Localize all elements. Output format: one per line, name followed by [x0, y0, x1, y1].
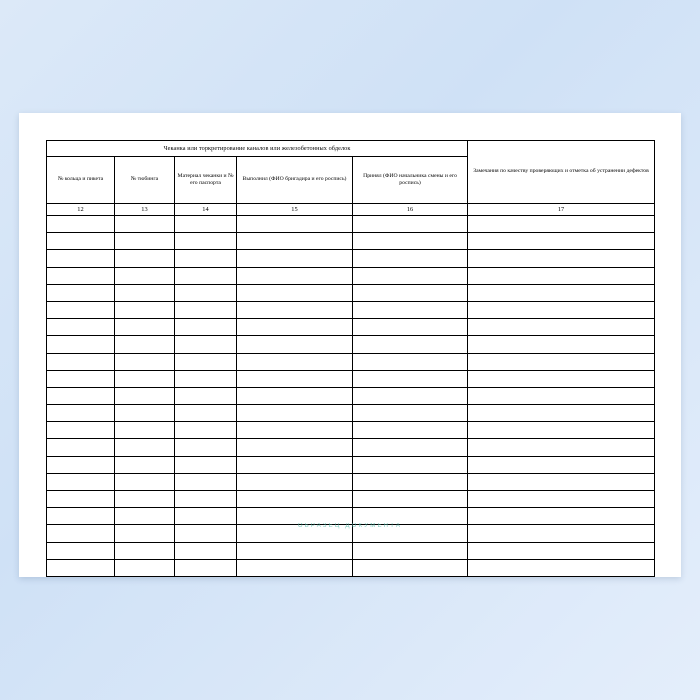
table-cell[interactable] — [353, 473, 468, 490]
table-cell[interactable] — [468, 508, 655, 525]
table-cell[interactable] — [353, 216, 468, 233]
table-cell[interactable] — [237, 284, 353, 301]
table-cell[interactable] — [468, 233, 655, 250]
table-cell[interactable] — [468, 387, 655, 404]
table-cell[interactable] — [237, 422, 353, 439]
table-cell[interactable] — [115, 336, 175, 353]
column-header-performer — [237, 157, 353, 204]
table-cell[interactable] — [47, 284, 115, 301]
table-cell[interactable] — [115, 542, 175, 559]
table-cell[interactable] — [47, 473, 115, 490]
table-cell[interactable] — [468, 319, 655, 336]
table-cell[interactable] — [47, 456, 115, 473]
table-cell[interactable] — [115, 456, 175, 473]
table-row[interactable] — [47, 301, 655, 318]
table-row[interactable] — [47, 491, 655, 508]
column-header-acceptor-label: Принял (ФИО начальника смены и его роспись) — [363, 172, 457, 186]
table-cell[interactable] — [175, 216, 237, 233]
table-cell[interactable] — [175, 284, 237, 301]
table-cell[interactable] — [353, 301, 468, 318]
table-cell[interactable] — [237, 301, 353, 318]
table-cell[interactable] — [175, 439, 237, 456]
column-number-14: 14 — [175, 204, 237, 216]
table-cell[interactable] — [115, 439, 175, 456]
table-cell[interactable] — [175, 525, 237, 542]
column-header-tubing-label: № тюбинга — [130, 176, 159, 183]
table-cell[interactable] — [47, 336, 115, 353]
table-cell[interactable] — [353, 250, 468, 267]
table-cell[interactable] — [47, 422, 115, 439]
table-cell[interactable] — [237, 456, 353, 473]
table-cell[interactable] — [237, 559, 353, 576]
table-cell[interactable] — [353, 439, 468, 456]
table-cell[interactable] — [175, 319, 237, 336]
table-cell[interactable] — [47, 542, 115, 559]
column-number-15: 15 — [237, 204, 353, 216]
table-cell[interactable] — [237, 491, 353, 508]
table-cell[interactable] — [47, 387, 115, 404]
table-row[interactable] — [47, 525, 655, 542]
table-row[interactable] — [47, 233, 655, 250]
table-row[interactable] — [47, 370, 655, 387]
column-number-13: 13 — [115, 204, 175, 216]
table-cell[interactable] — [47, 267, 115, 284]
table-cell[interactable] — [175, 456, 237, 473]
table-cell[interactable] — [237, 336, 353, 353]
table-cell[interactable] — [237, 387, 353, 404]
table-cell[interactable] — [353, 233, 468, 250]
table-row[interactable] — [47, 336, 655, 353]
table-cell[interactable] — [468, 559, 655, 576]
table-row[interactable] — [47, 284, 655, 301]
column-header-tubing — [115, 157, 175, 204]
table-cell[interactable] — [175, 353, 237, 370]
table-cell[interactable] — [47, 319, 115, 336]
table-cell[interactable] — [353, 508, 468, 525]
table-cell[interactable] — [468, 439, 655, 456]
table-cell[interactable] — [468, 405, 655, 422]
document-paper — [19, 113, 681, 577]
group-header-cell: Чеканка или торкретирование каналов или железобетонных обделок — [47, 141, 468, 157]
table-cell[interactable] — [237, 525, 353, 542]
column-number-17: 17 — [468, 204, 655, 216]
table-cell[interactable] — [175, 405, 237, 422]
column-number-16: 16 — [353, 204, 468, 216]
table-cell[interactable] — [237, 439, 353, 456]
table-cell[interactable] — [353, 542, 468, 559]
table-cell[interactable] — [353, 370, 468, 387]
table-cell[interactable] — [237, 542, 353, 559]
table-cell[interactable] — [115, 525, 175, 542]
column-number-12: 12 — [47, 204, 115, 216]
table-cell[interactable] — [237, 370, 353, 387]
table-cell[interactable] — [353, 336, 468, 353]
table-cell[interactable] — [115, 422, 175, 439]
table-cell[interactable] — [237, 508, 353, 525]
table-cell[interactable] — [237, 319, 353, 336]
column-header-ring-stake-label: № кольца и пикета — [57, 176, 104, 183]
table-cell[interactable] — [468, 336, 655, 353]
table-cell[interactable] — [115, 491, 175, 508]
table-cell[interactable] — [353, 491, 468, 508]
table-cell[interactable] — [468, 542, 655, 559]
table-cell[interactable] — [468, 267, 655, 284]
table-cell[interactable] — [115, 370, 175, 387]
table-cell[interactable] — [353, 284, 468, 301]
table-cell[interactable] — [175, 336, 237, 353]
journal-sheet — [46, 140, 654, 552]
column-header-ring-stake — [47, 157, 115, 204]
table-row[interactable] — [47, 216, 655, 233]
table-row[interactable] — [47, 405, 655, 422]
table-cell[interactable] — [468, 473, 655, 490]
table-cell[interactable] — [115, 233, 175, 250]
table-cell[interactable] — [175, 267, 237, 284]
table-cell[interactable] — [353, 267, 468, 284]
table-row[interactable] — [47, 456, 655, 473]
table-row[interactable] — [47, 319, 655, 336]
table-cell[interactable] — [115, 559, 175, 576]
table-cell[interactable] — [47, 250, 115, 267]
table-cell[interactable] — [175, 370, 237, 387]
table-cell[interactable] — [47, 439, 115, 456]
table-row[interactable] — [47, 542, 655, 559]
table-cell[interactable] — [237, 250, 353, 267]
table-cell[interactable] — [115, 319, 175, 336]
table-cell[interactable] — [468, 216, 655, 233]
table-cell[interactable] — [115, 301, 175, 318]
table-cell[interactable] — [47, 559, 115, 576]
table-cell[interactable] — [175, 559, 237, 576]
table-cell[interactable] — [353, 319, 468, 336]
column-header-remarks-label: Замечания по качеству проверяющих и отметка об устранении дефектов — [473, 168, 649, 175]
table-cell[interactable] — [115, 250, 175, 267]
watermark-text: ОБРАЗЕЦ ДОКУМЕНТА — [297, 523, 403, 529]
table-row[interactable] — [47, 508, 655, 525]
table-cell[interactable] — [47, 508, 115, 525]
table-cell[interactable] — [115, 284, 175, 301]
table-cell[interactable] — [47, 370, 115, 387]
table-body — [47, 216, 655, 577]
table-cell[interactable] — [468, 250, 655, 267]
table-cell[interactable] — [47, 233, 115, 250]
table-row[interactable] — [47, 387, 655, 404]
table-cell[interactable] — [175, 508, 237, 525]
table-cell[interactable] — [468, 353, 655, 370]
table-cell[interactable] — [468, 525, 655, 542]
table-cell[interactable] — [353, 422, 468, 439]
table-cell[interactable] — [115, 216, 175, 233]
table-cell[interactable] — [47, 353, 115, 370]
table-cell[interactable] — [353, 525, 468, 542]
table-cell[interactable] — [175, 473, 237, 490]
table-row[interactable] — [47, 267, 655, 284]
table-cell[interactable] — [175, 233, 237, 250]
column-header-performer-label: Выполнил (ФИО бригадира и его роспись) — [242, 176, 347, 183]
column-header-material — [175, 157, 237, 204]
table-cell[interactable] — [353, 559, 468, 576]
table-cell[interactable] — [237, 233, 353, 250]
table-cell[interactable] — [468, 301, 655, 318]
table-row[interactable] — [47, 439, 655, 456]
table-row[interactable] — [47, 250, 655, 267]
table-row[interactable] — [47, 473, 655, 490]
table-cell[interactable] — [175, 422, 237, 439]
table-cell[interactable] — [175, 250, 237, 267]
table-cell[interactable] — [115, 473, 175, 490]
column-header-remarks — [468, 141, 655, 204]
table-cell[interactable] — [468, 491, 655, 508]
table-row[interactable] — [47, 422, 655, 439]
table-cell[interactable] — [237, 216, 353, 233]
table-row[interactable] — [47, 559, 655, 576]
table-cell[interactable] — [237, 267, 353, 284]
table-cell[interactable] — [47, 216, 115, 233]
table-cell[interactable] — [47, 301, 115, 318]
table-cell[interactable] — [175, 301, 237, 318]
table-row[interactable] — [47, 353, 655, 370]
table-group-header-row — [47, 141, 655, 157]
column-header-acceptor — [353, 157, 468, 204]
table-cell[interactable] — [468, 284, 655, 301]
table-cell[interactable] — [115, 405, 175, 422]
table-cell[interactable] — [237, 473, 353, 490]
table-cell[interactable] — [47, 405, 115, 422]
table-cell[interactable] — [115, 508, 175, 525]
table-cell[interactable] — [237, 405, 353, 422]
table-cell[interactable] — [468, 422, 655, 439]
journal-table — [46, 140, 655, 577]
table-cell[interactable] — [175, 387, 237, 404]
table-cell[interactable] — [47, 491, 115, 508]
table-column-number-row — [47, 204, 655, 216]
table-cell[interactable] — [115, 267, 175, 284]
column-header-material-label: Материал чеканки и № его паспорта — [177, 172, 234, 186]
table-cell[interactable] — [115, 387, 175, 404]
table-cell[interactable] — [353, 387, 468, 404]
table-cell[interactable] — [353, 353, 468, 370]
table-cell[interactable] — [468, 370, 655, 387]
table-cell[interactable] — [175, 491, 237, 508]
table-cell[interactable] — [353, 405, 468, 422]
table-cell[interactable] — [237, 353, 353, 370]
table-cell[interactable] — [468, 456, 655, 473]
table-cell[interactable] — [47, 525, 115, 542]
table-cell[interactable] — [175, 542, 237, 559]
table-cell[interactable] — [353, 456, 468, 473]
table-cell[interactable] — [115, 353, 175, 370]
